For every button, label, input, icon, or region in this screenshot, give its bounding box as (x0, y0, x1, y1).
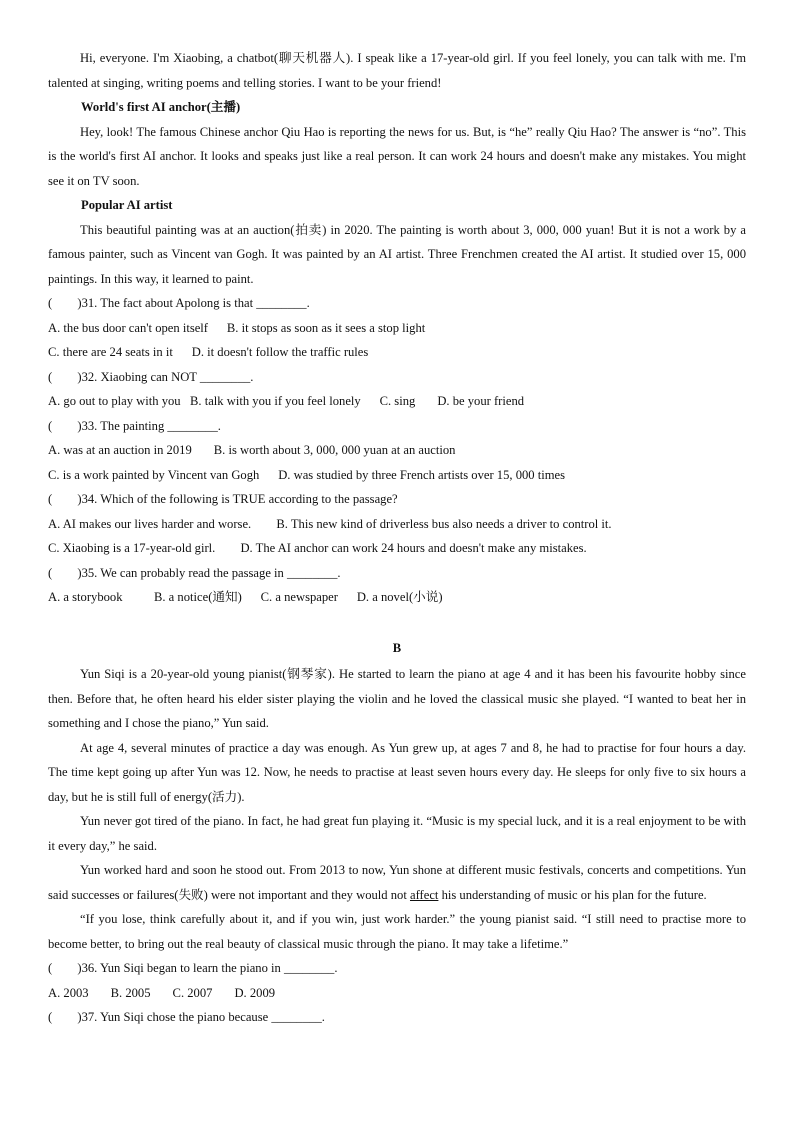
question-35: ( )35. We can probably read the passage in ________. (48, 565, 341, 580)
question-31-options-cd: C. there are 24 seats in it D. it doesn't follow the traffic rules (48, 345, 369, 359)
paragraph-ai-anchor: Hey, look! The famous Chinese anchor Qiu Hao is reporting the news for us. But, is “he” really Qiu Hao? The answer is “no”. This is the world's first AI anchor. It looks and speaks just like a real person. It can work 24 hours and doesn't make any mistakes. You might see it on TV soon. (48, 124, 746, 188)
underlined-word-affect: affect (409, 887, 439, 902)
question-34-options-ab: A. AI makes our lives harder and worse. B. This new kind of driverless bus also needs a driver to control it. (48, 516, 612, 531)
question-33-options-ab: A. was at an auction in 2019 B. is worth about 3, 000, 000 yuan at an auction (48, 443, 456, 457)
question-34: ( )34. Which of the following is TRUE according to the passage? (48, 492, 398, 506)
paragraph-b-2: At age 4, several minutes of practice a day was enough. As Yun grew up, at ages 7 and 8, he had to practise for four hours a day. The time kept going up after Yun was 12. Now, he needs to practise at least seven hours every day. He sleeps for only five to six hours a day, but he is still full of energy(活力). (48, 740, 746, 804)
section-b-label: B (392, 640, 402, 655)
paragraph-b-4-text-after: his understanding of music or his plan for the future. (438, 887, 707, 902)
heading-ai-artist: Popular AI artist (81, 198, 173, 212)
paragraph-chatbot: Hi, everyone. I'm Xiaobing, a chatbot(聊天机器人). I speak like a 17-year-old girl. If you feel lonely, you can talk with me. I'm talented at singing, writing poems and telling stories. I want to be your friend! (48, 51, 746, 90)
paragraph-b-1: Yun Siqi is a 20-year-old young pianist(钢琴家). He started to learn the piano at age 4 and it has been his favourite hobby since then. Before that, he often heard his elder sister playing the violin and he loved the classical music she played. “I wanted to beat her in something and I chose the piano,” Yun said. (48, 667, 746, 730)
question-31-options-ab: A. the bus door can't open itself B. it stops as soon as it sees a stop light (48, 320, 426, 335)
paragraph-b-3: Yun never got tired of the piano. In fact, he had great fun playing it. “Music is my special luck, and it is a real enjoyment to be with it every day,” he said. (48, 814, 746, 853)
paragraph-b-5: “If you lose, think carefully about it, and if you win, just work harder.” the young pianist said. “I still need to practise more to become better, to bring out the real beauty of classical music through the piano. It may take a lifetime.” (48, 912, 746, 951)
question-37: ( )37. Yun Siqi chose the piano because ________. (48, 1010, 325, 1024)
question-33-options-cd: C. is a work painted by Vincent van Gogh D. was studied by three French artists over 15, 000 times (48, 467, 566, 482)
paragraph-b-4-text-before: Yun worked hard and soon he stood out. From 2013 to now, Yun shone at different music festivals, concerts and competitions. Yun said successes or failures(失败) were not important and they would not (48, 863, 746, 902)
question-36: ( )36. Yun Siqi began to learn the piano in ________. (48, 961, 338, 975)
question-34-options-cd: C. Xiaobing is a 17-year-old girl. D. The AI anchor can work 24 hours and doesn't make any mistakes. (48, 541, 587, 555)
question-31: ( )31. The fact about Apolong is that ________. (48, 296, 310, 310)
page-content (48, 46, 746, 1030)
heading-ai-anchor: World's first AI anchor(主播) (81, 100, 241, 114)
question-32: ( )32. Xiaobing can NOT ________. (48, 369, 254, 384)
paragraph-ai-artist: This beautiful painting was at an auction(拍卖) in 2020. The painting is worth about 3, 000, 000 yuan! But it is not a work by a famous painter, such as Vincent van Gogh. It was painted by an AI artist. Three Frenchmen created the AI artist. It studied over 15, 000 paintings. In this way, it learned to paint. (48, 222, 746, 286)
question-36-options: A. 2003 B. 2005 C. 2007 D. 2009 (48, 985, 276, 1000)
question-35-options: A. a storybook B. a notice(通知) C. a newspaper D. a novel(小说) (48, 590, 443, 604)
question-32-options: A. go out to play with you B. talk with you if you feel lonely C. sing D. be your friend (48, 394, 525, 408)
paragraph-b-4 (48, 858, 746, 907)
question-33: ( )33. The painting ________. (48, 418, 221, 433)
